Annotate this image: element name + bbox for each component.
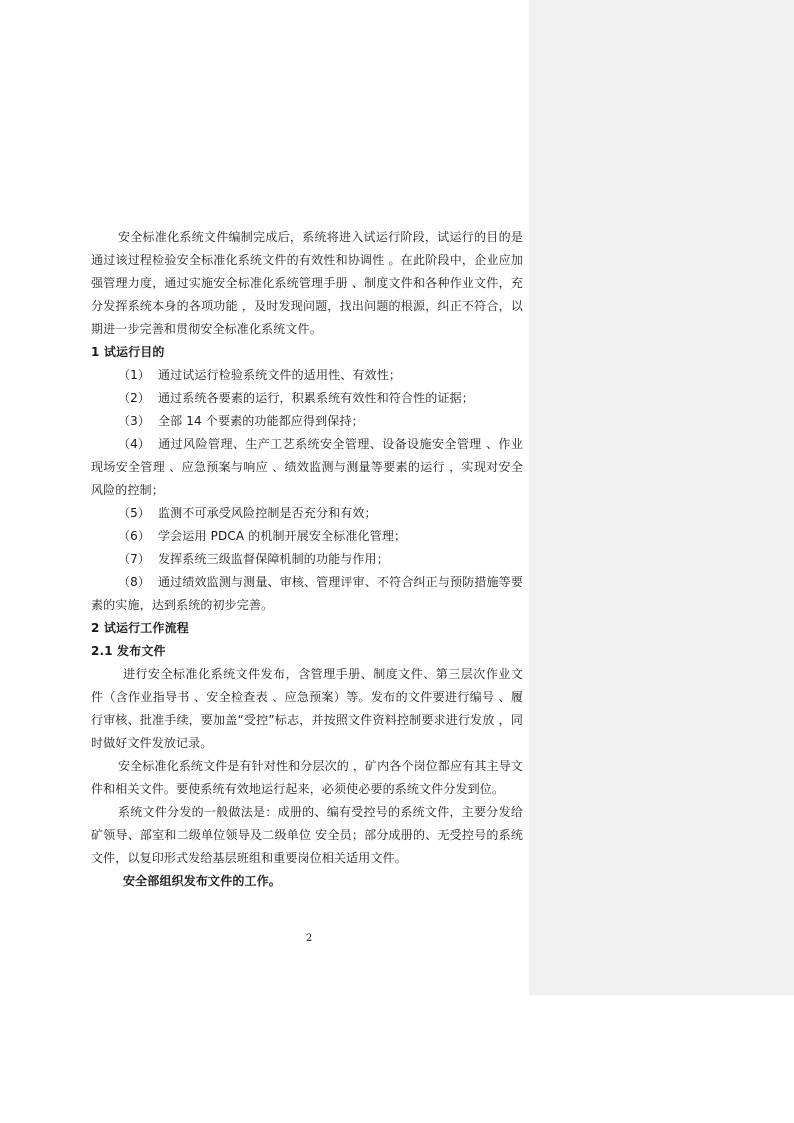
list-item-text: 通过试运行检验系统文件的适用性、有效性； [158, 368, 402, 382]
list-item-text: 通过绩效监测与测量、审核、管理评审、不符合纠正与预防措施等要素的实施，达到系统的初步完善。 [91, 575, 523, 612]
paragraph: 安全部组织发布文件的工作。 [123, 874, 281, 888]
list-item-number: （6） [118, 529, 151, 543]
list-item-number: （8） [118, 575, 151, 589]
list-item-number: （7） [118, 552, 151, 566]
section-1-heading: 1 试运行目的 [91, 345, 165, 359]
list-item [91, 433, 523, 502]
list-item [91, 548, 523, 571]
list-item [91, 502, 523, 525]
section-2-heading: 2 试运行工作流程 [91, 621, 189, 635]
comment-pane [529, 0, 794, 995]
paragraph: 进行安全标准化系统文件发布，含管理手册、制度文件、第三层次作业文件（含作业指导书 、安全检查表 、应急预案）等。发布的文件要进行编号 、履行审核、批准手续，要加盖“受控”标志，并按照文件资料控制要求进行发放 ，同时做好文件发放记录。 [91, 667, 523, 750]
list-item [91, 571, 523, 617]
list-item-number: （5） [118, 506, 151, 520]
list-item-number: （1） [118, 368, 151, 382]
list-item [91, 387, 523, 410]
section-2-1-heading: 2.1 发布文件 [91, 644, 166, 658]
list-item-text: 全部 14 个要素的功能都应得到保持； [158, 414, 364, 428]
document-body [91, 226, 523, 893]
list-item-text: 通过风险管理、生产工艺系统安全管理、设备设施安全管理 、作业现场安全管理 、应急预案与响应 、绩效监测与测量等要素的运行 ，实现对安全风险的控制； [91, 437, 523, 497]
list-item [91, 410, 523, 433]
list-item-text: 监测不可承受风险控制是否充分和有效； [158, 506, 377, 520]
list-item-number: （4） [118, 437, 151, 451]
paragraph: 安全标准化系统文件是有针对性和分层次的 ，矿内各个岗位都应有其主导文件和相关文件。要使系统有效地运行起来，必须使必要的系统文件分发到位。 [91, 759, 523, 796]
list-item-text: 学会运用 PDCA 的机制开展安全标准化管理； [158, 529, 407, 543]
paragraph: 系统文件分发的一般做法是：成册的、编有受控号的系统文件，主要分发给矿领导、部室和二级单位领导及二级单位 安全员；部分成册的、无受控号的系统文件，以复印形式发给基层班组和重要岗位相关适用文件。 [91, 805, 523, 865]
intro-paragraph: 安全标准化系统文件编制完成后，系统将进入试运行阶段，试运行的目的是通过该过程检验安全标准化系统文件的有效性和协调性 。在此阶段中，企业应加强管理力度，通过实施安全标准化系统管理手册 、制度文件和各种作业文件，充分发挥系统本身的各项功能 ，及时发现问题，找出问题的根源，纠正不符合，以期进一步完善和贯彻安全标准化系统文件。 [91, 230, 523, 336]
page-number: 2 [305, 933, 313, 944]
list-item-text: 通过系统各要素的运行，积累系统有效性和符合性的证据； [158, 391, 474, 405]
list-item-number: （3） [118, 414, 151, 428]
list-item-text: 发挥系统三级监督保障机制的功能与作用； [158, 552, 389, 566]
list-item-number: （2） [118, 391, 151, 405]
list-item [91, 525, 523, 548]
list-item [91, 364, 523, 387]
